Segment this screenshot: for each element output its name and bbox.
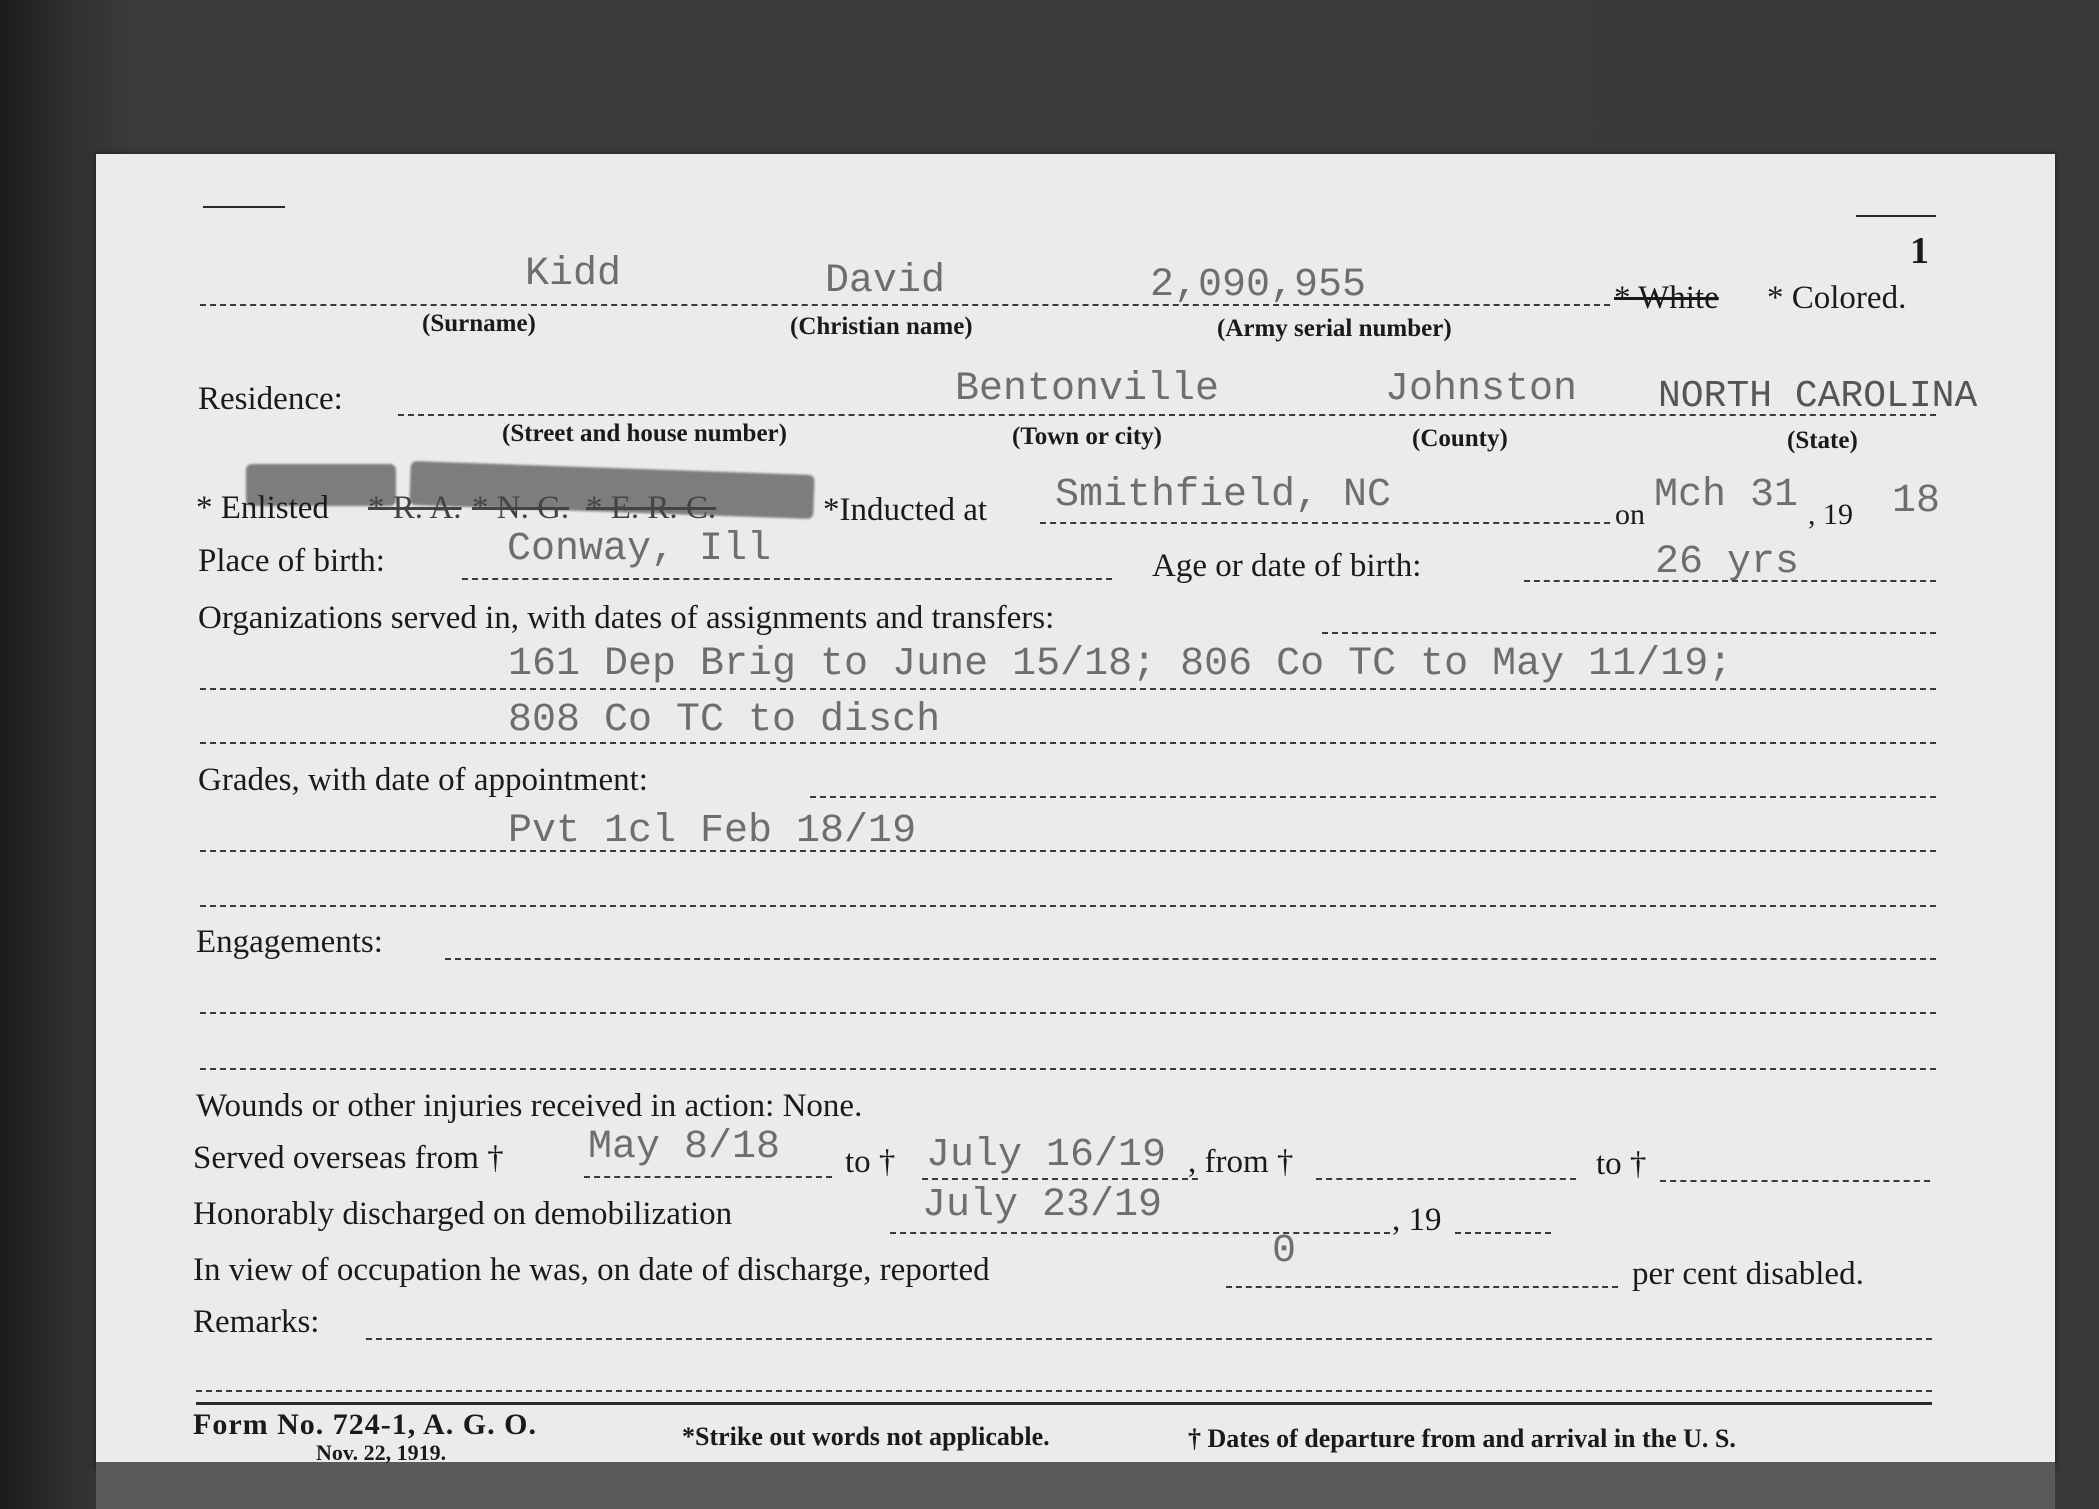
overseas-from-2-line <box>1316 1178 1576 1180</box>
name-line <box>200 304 1610 306</box>
remarks-label: Remarks: <box>193 1304 320 1340</box>
residence-line <box>398 414 1936 416</box>
grades-line-1: Pvt 1cl Feb 18/19 <box>508 809 917 854</box>
overseas-from-1-value: May 8/18 <box>588 1125 781 1170</box>
surname-caption: (Surname) <box>422 310 536 337</box>
christian-name-value: David <box>825 259 946 304</box>
card-edge-shadow <box>96 1462 2055 1509</box>
form-date: Nov. 22, 1919. <box>316 1440 447 1465</box>
place-of-birth-value: Conway, Ill <box>507 527 772 572</box>
top-right-rule <box>1856 215 1936 217</box>
overseas-from-1-line <box>584 1176 832 1178</box>
remarks-line-2 <box>196 1390 1932 1392</box>
wounds-label: Wounds or other injuries received in action: None. <box>196 1088 863 1124</box>
age-line <box>1524 580 1936 582</box>
state-caption: (State) <box>1787 427 1858 454</box>
street-caption: (Street and house number) <box>502 420 787 447</box>
discharge-date-line <box>890 1232 1390 1234</box>
organizations-line-2-rule <box>200 742 1936 744</box>
serial-number-value: 2,090,955 <box>1150 263 1367 308</box>
residence-label: Residence: <box>198 381 343 417</box>
county-value: Johnston <box>1385 367 1578 412</box>
engagements-line-1 <box>445 958 1936 960</box>
overseas-to-label-2: to † <box>1596 1146 1647 1182</box>
county-caption: (County) <box>1412 425 1508 452</box>
induction-date-value: Mch 31 <box>1654 473 1799 518</box>
overseas-to-2-line <box>1660 1180 1930 1182</box>
christian-name-caption: (Christian name) <box>790 313 973 340</box>
grades-label-line <box>810 796 1936 798</box>
discharge-year-line <box>1455 1232 1551 1234</box>
organizations-line-2: 808 Co TC to disch <box>508 698 941 743</box>
overseas-label: Served overseas from † <box>193 1140 504 1176</box>
grades-line-2-rule <box>200 905 1936 907</box>
place-of-birth-line <box>462 578 1112 580</box>
footer-rule <box>196 1402 1932 1405</box>
discharge-label: Honorably discharged on demobilization <box>193 1196 733 1232</box>
engagements-line-3 <box>200 1068 1936 1070</box>
race-colored: * Colored. <box>1767 280 1907 316</box>
grades-line-1-rule <box>200 850 1936 852</box>
disability-value: 0 <box>1272 1229 1297 1274</box>
town-caption: (Town or city) <box>1012 423 1162 450</box>
state-value: NORTH CAROLINA <box>1658 375 1978 418</box>
strike-note: *Strike out words not applicable. <box>682 1422 1050 1451</box>
town-value: Bentonville <box>955 367 1220 412</box>
induction-year-prefix: , 19 <box>1808 498 1853 531</box>
enlisted-label: * Enlisted <box>196 490 329 526</box>
dates-note: † Dates of departure from and arrival in the U. S. <box>1188 1424 1736 1453</box>
organizations-label-line <box>1322 632 1936 634</box>
age-value: 26 yrs <box>1655 540 1800 585</box>
ra-option: * R. A. <box>368 490 462 526</box>
remarks-line-1 <box>366 1338 1932 1340</box>
inducted-label: *Inducted at <box>823 492 988 528</box>
inducted-place-value: Smithfield, NC <box>1055 473 1392 518</box>
discharge-year-prefix: , 19 <box>1392 1202 1442 1238</box>
disability-label: In view of occupation he was, on date of discharge, reported <box>193 1252 990 1288</box>
inducted-line <box>1040 522 1610 524</box>
engagements-line-2 <box>200 1012 1936 1014</box>
overseas-to-1-value: July 16/19 <box>926 1133 1167 1178</box>
organizations-line-1-rule <box>200 688 1936 690</box>
disability-line <box>1226 1286 1618 1288</box>
overseas-to-label: to † <box>845 1144 896 1180</box>
form-number: Form No. 724-1, A. G. O. <box>193 1408 537 1441</box>
serial-number-caption: (Army serial number) <box>1217 315 1452 342</box>
on-label: on <box>1615 498 1645 531</box>
engagements-label: Engagements: <box>196 924 383 960</box>
place-of-birth-label: Place of birth: <box>198 543 385 579</box>
organizations-label: Organizations served in, with dates of assignments and transfers: <box>198 600 1055 636</box>
induction-year-value: 18 <box>1892 479 1941 524</box>
age-label: Age or date of birth: <box>1152 548 1422 584</box>
disability-suffix: per cent disabled. <box>1632 1256 1864 1292</box>
overseas-to-1-line <box>922 1178 1198 1180</box>
erc-option: * E. R. C. <box>586 490 717 526</box>
page-number: 1 <box>1910 230 1929 272</box>
race-white: * White <box>1614 280 1719 316</box>
surname-value: Kidd <box>525 252 622 297</box>
discharge-date-value: July 23/19 <box>922 1183 1163 1228</box>
organizations-line-1: 161 Dep Brig to June 15/18; 806 Co TC to May 11/19; <box>508 642 1733 687</box>
overseas-from-label: , from † <box>1188 1144 1294 1180</box>
grades-label: Grades, with date of appointment: <box>198 762 648 798</box>
ng-option: * N. G. <box>472 490 570 526</box>
top-left-rule <box>203 206 285 208</box>
